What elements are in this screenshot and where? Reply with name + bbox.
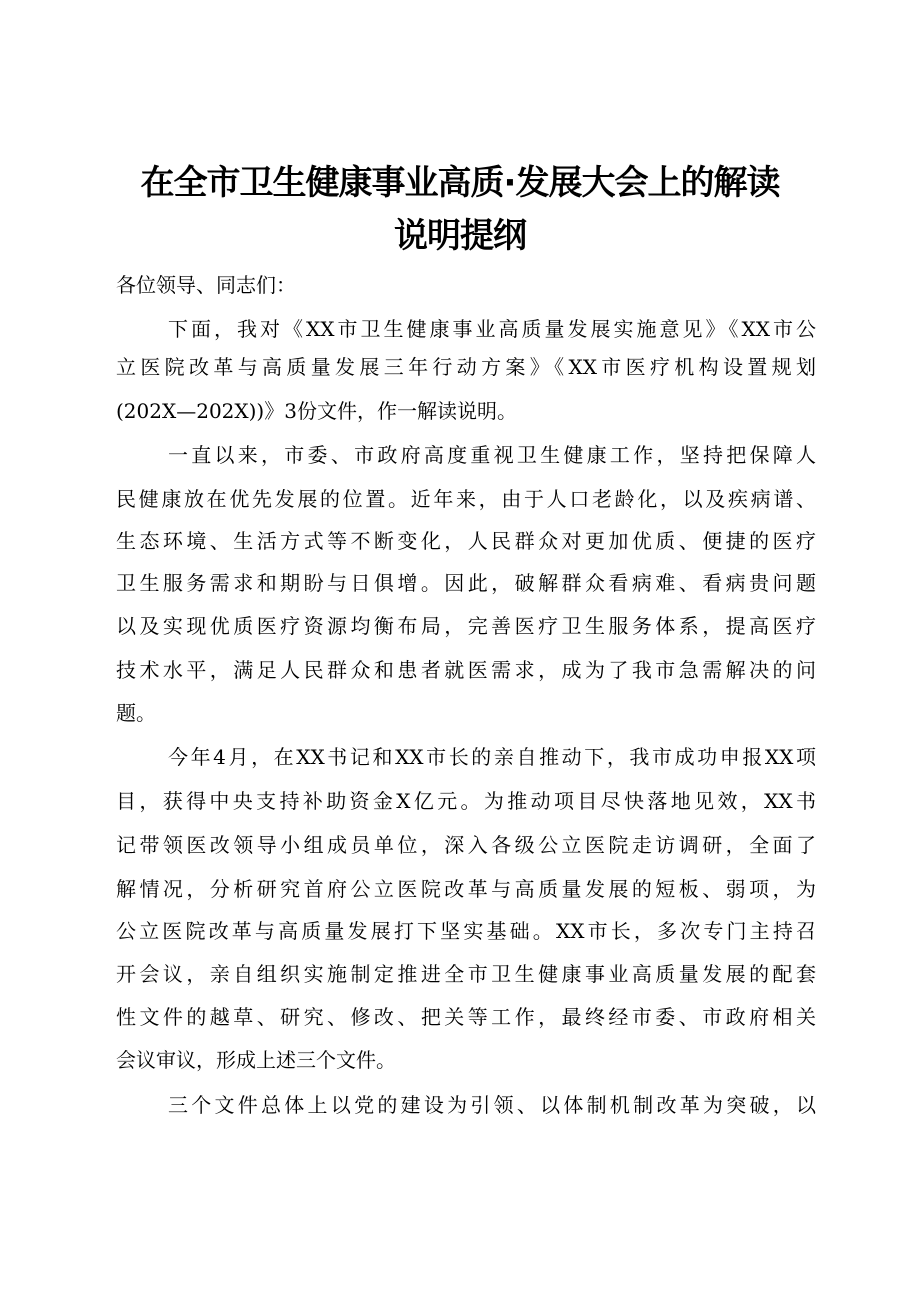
paragraph-2-line-3: 生态环境、生活方式等不断变化，人民群众对更加优质、便捷的医疗 [116,529,816,553]
paragraph-3-line-8: 会议审议，形成上述三个文件。 [116,1048,396,1072]
paragraph-3-line-2: 目，获得中央支持补助资金X亿元。为推动项目尽快落地见效，XX书 [116,789,816,813]
paragraph-2-line-7: 题。 [116,701,156,725]
paragraph-3-line-1: 今年4月，在XX书记和XX市长的亲自推动下，我市成功申报XX项 [168,745,816,769]
paragraph-2-line-6: 技术水平，满足人民群众和患者就医需求，成为了我市急需解决的问 [116,658,816,682]
paragraph-2-line-2: 民健康放在优先发展的位置。近年来，由于人口老龄化，以及疾病谱、 [116,487,816,511]
paragraph-4-line-1: 三个文件总体上以党的建设为引领、以体制机制改革为突破，以 [168,1093,816,1117]
paragraph-3-line-4: 解情况，分析研究首府公立医院改革与高质量发展的短板、弱项，为 [116,877,816,901]
salutation: 各位领导、同志们： [116,273,296,297]
paragraph-3-line-7: 性文件的越草、研究、修改、把关等工作，最终经市委、市政府相关 [116,1005,816,1029]
document-title-line-2: 说明提纲 [394,216,526,256]
paragraph-2-line-1: 一直以来，市委、市政府高度重视卫生健康工作，坚持把保障人 [168,443,816,467]
paragraph-1-line-3: (202X—202X))》3份文件，作一解读说明。 [116,399,517,423]
paragraph-1-line-1: 下面，我对《XX市卫生健康事业高质量发展实施意见》《XX市公 [168,317,816,341]
paragraph-2-line-4: 卫生服务需求和期盼与日俱增。因此，破解群众看病难、看病贵问题 [116,571,816,595]
paragraph-2-line-5: 以及实现优质医疗资源均衡布局，完善医疗卫生服务体系，提高医疗 [116,614,816,638]
paragraph-1-line-2: 立医院改革与高质量发展三年行动方案》《XX市医疗机构设置规划 [116,355,816,379]
paragraph-3-line-5: 公立医院改革与高质量发展打下坚实基础。XX市长，多次专门主持召 [116,919,816,943]
paragraph-3-line-3: 记带领医改领导小组成员单位，深入各级公立医院走访调研，全面了 [116,833,816,857]
document-title-line-1: 在全市卫生健康事业高质·发展大会上的解读 [140,163,780,203]
paragraph-3-line-6: 开会议，亲自组织实施制定推进全市卫生健康事业高质量发展的配套 [116,962,816,986]
